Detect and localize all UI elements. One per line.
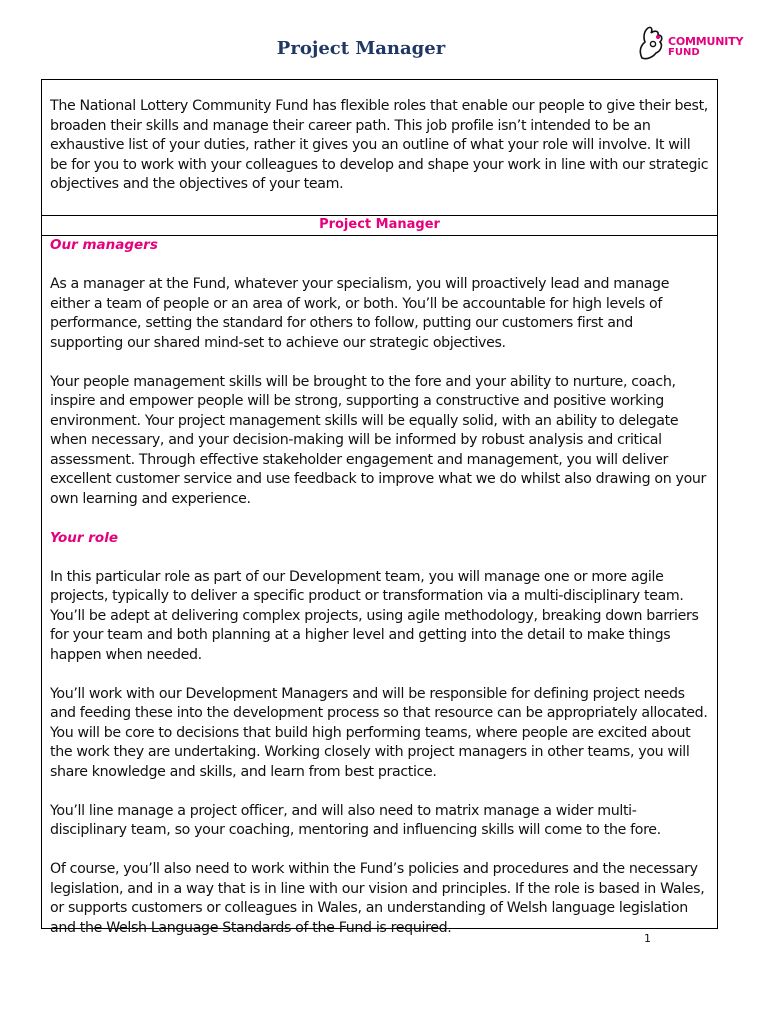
logo-text-community: COMMUNITY: [668, 35, 744, 48]
lottery-crossed-fingers-icon: [636, 24, 666, 62]
community-fund-logo: [636, 24, 754, 62]
intro-cell: [42, 80, 717, 216]
your-role-heading: Your role: [50, 529, 118, 546]
role-paragraph-3: You’ll line manage a project officer, and will also need to matrix manage a wider multi-disciplinary team, so your coaching, mentoring and influencing skills will come to the fore.: [50, 802, 661, 838]
managers-paragraph-1: As a manager at the Fund, whatever your specialism, you will proactively lead and manage either a team of people or an area of work, or both. You’ll be accountable for high levels of performance, setting the standard for others to follow, putting our customers first and supporting our shared mind-set to achieve our strategic objectives.: [50, 276, 670, 351]
role-paragraph-1: In this particular role as part of our Development team, you will manage one or more agile projects, typically to deliver a specific product or transformation via a multi-disciplinary team. You’ll be adept at delivering complex projects, using agile methodology, breaking down barriers for your team and both planning at a higher level and getting into the detail to make things happen when needed.: [50, 568, 699, 663]
intro-paragraph: The National Lottery Community Fund has flexible roles that enable our people to give their best, broaden their skills and manage their career path. This job profile isn’t intended to be an exhaustive list of your duties, rather it gives you an outline of what your role will involve. It will be for you to work with your colleagues to develop and shape your work in line with our strategic objectives and the objectives of your team.: [50, 98, 709, 192]
table-heading: Project Manager: [42, 216, 717, 236]
role-paragraph-4: Of course, you’ll also need to work within the Fund’s policies and procedures and the necessary legislation, and in a way that is in line with our vision and principles. If the role is based in Wales, or supports customers or colleagues in Wales, an understanding of Welsh language legislation and the Welsh Language Standards of the Fund is required.: [50, 861, 705, 936]
managers-paragraph-2: Your people management skills will be brought to the fore and your ability to nurture, coach, inspire and empower people will be strong, supporting a constructive and positive working environment. Your project management skills will be equally solid, with an ability to delegate when necessary, and your decision-making will be informed by robust analysis and critical assessment. Through effective stakeholder engagement and management, you will deliver excellent customer service and use feedback to improve what we do whilst also drawing on your own learning and experience.: [50, 373, 707, 507]
page-title: Project Manager: [276, 38, 446, 59]
logo-text-fund: FUND: [668, 47, 700, 58]
page-number: 1: [644, 932, 651, 945]
role-paragraph-2: You’ll work with our Development Managers and will be responsible for defining project needs and feeding these into the development process so that resource can be appropriately allocated. You will be core to decisions that build high performing teams, where people are excited about the work they are undertaking. Working closely with project managers in other teams, you will share knowledge and skills, and learn from best practice.: [50, 685, 708, 780]
job-profile-table: [41, 79, 718, 936]
our-managers-heading: Our managers: [50, 237, 158, 253]
profile-body: [42, 236, 717, 938]
